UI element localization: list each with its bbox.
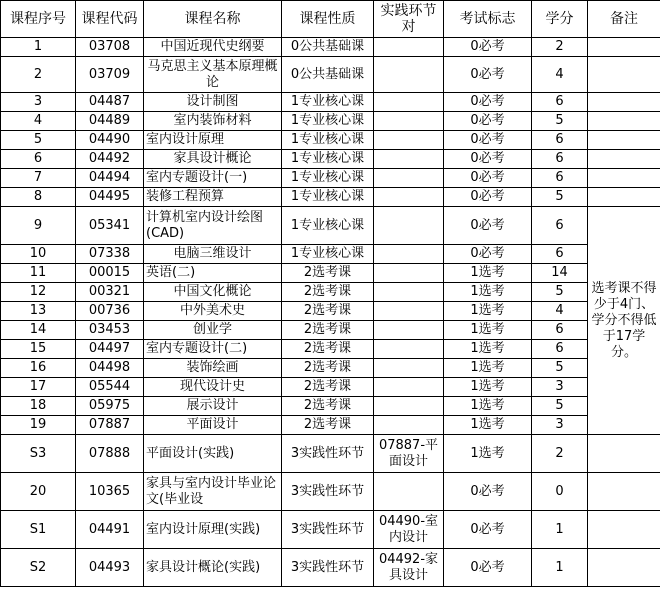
cell-exam: 1选考 [444,378,532,397]
cell-name: 中外美术史 [144,302,282,321]
cell-exam: 0必考 [444,207,532,245]
cell-credit: 2 [532,435,588,473]
cell-type: 0公共基础课 [282,38,374,57]
cell-name: 装修工程预算 [144,188,282,207]
cell-type: 0公共基础课 [282,57,374,93]
cell-code: 04491 [76,511,144,549]
cell-name: 室内装饰材料 [144,112,282,131]
cell-seq: S1 [1,511,76,549]
table-row [1,93,660,112]
cell-remark [588,38,660,57]
table-row [1,57,660,93]
cell-credit: 6 [532,245,588,264]
cell-code: 00015 [76,264,144,283]
cell-code: 05975 [76,397,144,416]
table-row [1,549,660,587]
cell-credit: 6 [532,340,588,359]
header-practice [374,1,444,38]
cell-exam: 1选考 [444,416,532,435]
cell-code: 03708 [76,38,144,57]
cell-type: 1专业核心课 [282,93,374,112]
cell-credit: 3 [532,378,588,397]
cell-seq: 11 [1,264,76,283]
header-credit: 学分 [532,1,588,38]
cell-practice [374,93,444,112]
cell-type: 3实践性环节 [282,511,374,549]
cell-remark [588,131,660,150]
cell-name: 平面设计(实践) [144,435,282,473]
cell-exam: 1选考 [444,340,532,359]
cell-credit: 5 [532,359,588,378]
cell-credit: 3 [532,416,588,435]
cell-code: 03709 [76,57,144,93]
cell-credit: 4 [532,57,588,93]
table-row [1,169,660,188]
table-row [1,416,660,435]
cell-remark [588,549,660,587]
cell-seq: 8 [1,188,76,207]
cell-seq: 16 [1,359,76,378]
cell-seq: 12 [1,283,76,302]
cell-seq: 19 [1,416,76,435]
remark-cell: 选考课不得少于4门、学分不得低于17学分。 [588,207,660,435]
cell-credit: 5 [532,283,588,302]
table-row [1,359,660,378]
cell-type: 3实践性环节 [282,473,374,511]
cell-name: 家具设计概论 [144,150,282,169]
cell-remark [588,188,660,207]
cell-exam: 1选考 [444,302,532,321]
cell-remark [588,169,660,188]
cell-credit: 14 [532,264,588,283]
cell-exam: 0必考 [444,188,532,207]
cell-code: 00736 [76,302,144,321]
cell-code: 07887 [76,416,144,435]
cell-practice [374,359,444,378]
cell-type: 2选考课 [282,321,374,340]
table-row [1,38,660,57]
cell-practice [374,283,444,302]
cell-type: 2选考课 [282,359,374,378]
cell-exam: 0必考 [444,38,532,57]
cell-code: 05341 [76,207,144,245]
cell-credit: 0 [532,473,588,511]
cell-seq: 18 [1,397,76,416]
cell-seq: 14 [1,321,76,340]
cell-exam: 0必考 [444,150,532,169]
cell-remark [588,511,660,549]
cell-name: 中国文化概论 [144,283,282,302]
header-type: 课程性质 [282,1,374,38]
cell-practice [374,245,444,264]
cell-seq: 1 [1,38,76,57]
cell-name: 室内设计原理 [144,131,282,150]
cell-practice [374,38,444,57]
table-row [1,264,660,283]
cell-code: 04492 [76,150,144,169]
cell-name: 室内专题设计(二) [144,340,282,359]
cell-code: 00321 [76,283,144,302]
table-row [1,511,660,549]
header-practice-label: 实践环节对 [380,3,437,35]
cell-practice [374,188,444,207]
cell-practice [374,340,444,359]
cell-seq: 4 [1,112,76,131]
table-row [1,245,660,264]
cell-code: 05544 [76,378,144,397]
cell-practice: 04490-室内设计 [374,511,444,549]
table-body [1,38,660,587]
cell-code: 07888 [76,435,144,473]
cell-practice [374,131,444,150]
cell-seq: 13 [1,302,76,321]
cell-seq: 15 [1,340,76,359]
table-row [1,397,660,416]
cell-type: 1专业核心课 [282,207,374,245]
cell-exam: 0必考 [444,169,532,188]
cell-credit: 1 [532,549,588,587]
cell-name: 展示设计 [144,397,282,416]
cell-practice [374,207,444,245]
table-row [1,435,660,473]
table-row [1,321,660,340]
cell-practice [374,378,444,397]
cell-credit: 5 [532,188,588,207]
cell-code: 04495 [76,188,144,207]
cell-seq: S3 [1,435,76,473]
cell-name: 英语(二) [144,264,282,283]
cell-seq: 7 [1,169,76,188]
header-code: 课程代码 [76,1,144,38]
cell-code: 04493 [76,549,144,587]
cell-type: 2选考课 [282,397,374,416]
cell-type: 2选考课 [282,416,374,435]
cell-name: 中国近现代史纲要 [144,38,282,57]
cell-remark [588,93,660,112]
cell-practice [374,321,444,340]
header-name: 课程名称 [144,1,282,38]
cell-credit: 6 [532,93,588,112]
table-row [1,150,660,169]
cell-exam: 0必考 [444,511,532,549]
cell-type: 3实践性环节 [282,549,374,587]
cell-type: 1专业核心课 [282,188,374,207]
table-row [1,131,660,150]
cell-exam: 0必考 [444,57,532,93]
cell-seq: 17 [1,378,76,397]
cell-practice [374,302,444,321]
cell-name: 室内专题设计(一) [144,169,282,188]
cell-exam: 1选考 [444,397,532,416]
cell-practice [374,473,444,511]
table-row [1,207,660,245]
cell-name: 平面设计 [144,416,282,435]
cell-exam: 0必考 [444,245,532,264]
cell-exam: 0必考 [444,131,532,150]
cell-credit: 5 [532,397,588,416]
cell-seq: 10 [1,245,76,264]
cell-credit: 5 [532,112,588,131]
cell-code: 04497 [76,340,144,359]
cell-code: 10365 [76,473,144,511]
cell-seq: 20 [1,473,76,511]
cell-credit: 6 [532,169,588,188]
cell-practice [374,264,444,283]
cell-credit: 4 [532,302,588,321]
cell-type: 3实践性环节 [282,435,374,473]
cell-seq: 6 [1,150,76,169]
cell-practice: 04492-家具设计 [374,549,444,587]
cell-name: 现代设计史 [144,378,282,397]
cell-name: 设计制图 [144,93,282,112]
cell-exam: 1选考 [444,359,532,378]
cell-type: 2选考课 [282,378,374,397]
cell-type: 2选考课 [282,302,374,321]
cell-exam: 0必考 [444,549,532,587]
header-remark: 备注 [588,1,660,38]
cell-exam: 1选考 [444,264,532,283]
cell-name: 计算机室内设计绘图(CAD) [144,207,282,245]
cell-practice [374,397,444,416]
header-seq: 课程序号 [1,1,76,38]
cell-type: 1专业核心课 [282,169,374,188]
header-exam: 考试标志 [444,1,532,38]
cell-credit: 6 [532,131,588,150]
cell-type: 2选考课 [282,264,374,283]
cell-code: 03453 [76,321,144,340]
cell-practice: 07887-平面设计 [374,435,444,473]
cell-type: 1专业核心课 [282,150,374,169]
cell-practice [374,169,444,188]
cell-remark [588,150,660,169]
cell-practice [374,112,444,131]
cell-name: 家具设计概论(实践) [144,549,282,587]
cell-code: 04494 [76,169,144,188]
cell-seq: S2 [1,549,76,587]
cell-name: 家具与室内设计毕业论文(毕业设 [144,473,282,511]
cell-name: 装饰绘画 [144,359,282,378]
cell-name: 创业学 [144,321,282,340]
cell-remark [588,473,660,511]
cell-type: 2选考课 [282,340,374,359]
table-row [1,112,660,131]
cell-remark [588,435,660,473]
cell-type: 1专业核心课 [282,131,374,150]
cell-type: 1专业核心课 [282,245,374,264]
cell-practice [374,150,444,169]
cell-credit: 2 [532,38,588,57]
header-row [1,1,660,38]
cell-code: 07338 [76,245,144,264]
table-row [1,302,660,321]
cell-code: 04490 [76,131,144,150]
cell-seq: 3 [1,93,76,112]
table-row [1,473,660,511]
cell-type: 2选考课 [282,283,374,302]
table-row [1,188,660,207]
cell-exam: 1选考 [444,283,532,302]
cell-name: 电脑三维设计 [144,245,282,264]
table-row [1,283,660,302]
cell-seq: 2 [1,57,76,93]
cell-remark [588,112,660,131]
cell-code: 04498 [76,359,144,378]
cell-name: 马克思主义基本原理概论 [144,57,282,93]
table-row [1,378,660,397]
cell-name: 室内设计原理(实践) [144,511,282,549]
cell-exam: 1选考 [444,435,532,473]
cell-credit: 1 [532,511,588,549]
table-row [1,340,660,359]
cell-seq: 9 [1,207,76,245]
cell-exam: 0必考 [444,473,532,511]
cell-code: 04489 [76,112,144,131]
cell-credit: 6 [532,150,588,169]
cell-practice [374,416,444,435]
cell-exam: 0必考 [444,93,532,112]
cell-seq: 5 [1,131,76,150]
cell-exam: 0必考 [444,112,532,131]
cell-remark [588,57,660,93]
cell-exam: 1选考 [444,321,532,340]
cell-type: 1专业核心课 [282,112,374,131]
cell-code: 04487 [76,93,144,112]
cell-credit: 6 [532,207,588,245]
cell-credit: 6 [532,321,588,340]
cell-practice [374,57,444,93]
